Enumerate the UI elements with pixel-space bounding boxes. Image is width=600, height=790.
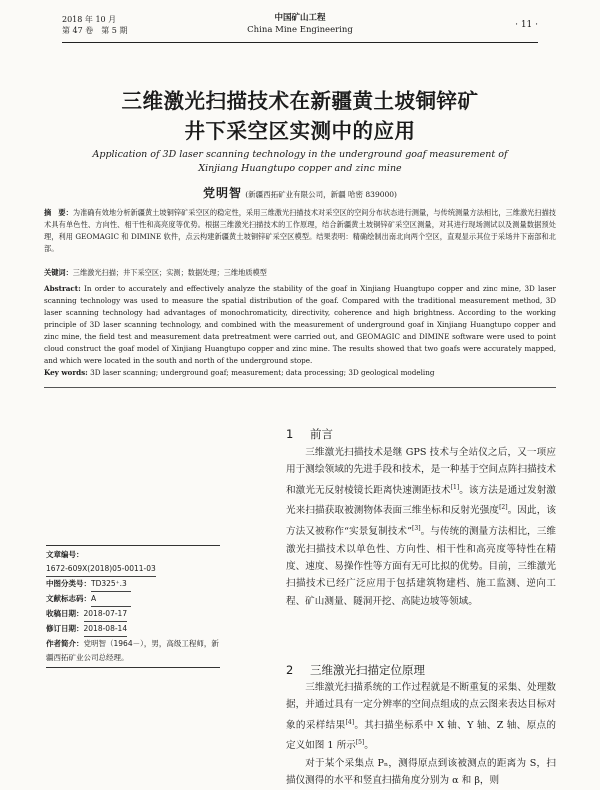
clc-label: 中图分类号： xyxy=(46,579,91,588)
citation-3: [3] xyxy=(412,525,421,532)
section-1-heading xyxy=(286,426,333,442)
section-1-number: 1 xyxy=(286,427,294,441)
keywords-en-label: Key words: xyxy=(44,368,88,377)
section-1-title: 前言 xyxy=(310,427,333,441)
section-2-number: 2 xyxy=(286,663,294,677)
abstract-cn-text: 为准确有效地分析新疆黄土坡铜锌矿采空区的稳定性，采用三维激光扫描技术对采空区的空间分布状态进行测量，与传统测量方法相比，三维激光扫描技术具有单色性、方向性、相干性和高亮度等优势。根据三维激光扫描技术的工作原理，结合新疆黄土坡铜锌矿采空区测量，对其进行现场测试以及测量数据预处理，利用 GEOMAGIC 和 DIMINE 软件，点云构建新疆黄土坡铜锌矿采空区模型。结果表明：精确绘制出南北向两个空区，直观显示其位于采场井下南部和北部。 xyxy=(44,208,556,253)
author-bio-label: 作者简介： xyxy=(46,639,84,648)
section-1-paragraph xyxy=(286,444,556,610)
journal-name xyxy=(200,12,400,36)
s2-text-c: 。 xyxy=(364,740,374,752)
s1-text-d: 。与传统的测量方法相比，三维激光扫描技术以单色性、方向性、相干性和高亮度等特性在精度、速度、易操作性等方面有无可比拟的优势。目前，三维激光扫描技术已经广泛应用于包括建筑物建档、施工监测、逆向工程、矿山测量、隧洞开挖、高陡边坡等领域。 xyxy=(286,526,557,607)
author-name: 党明智 xyxy=(203,186,243,200)
page-number: · 11 · xyxy=(515,20,538,30)
keywords-cn-text: 三维激光扫描；井下采空区；实测；数据处理；三维地质模型 xyxy=(72,268,267,277)
s1-text-c: 。因此，该方法又被称作“实景复制技术” xyxy=(286,505,557,538)
issue-volume: 第 47 卷 第 5 期 xyxy=(62,26,128,35)
author-affiliation: (新疆西拓矿业有限公司，新疆 哈密 839000) xyxy=(245,190,397,199)
received-value: 2018-07-17 xyxy=(84,607,128,622)
clc-row xyxy=(46,577,220,592)
citation-4: [4] xyxy=(345,718,355,726)
section-2-body xyxy=(286,679,556,790)
received-row xyxy=(46,607,220,622)
revised-label: 修订日期： xyxy=(46,624,84,633)
doc-id-row xyxy=(46,592,220,607)
abstract-cn xyxy=(44,207,556,255)
abstract-en-label: Abstract: xyxy=(44,284,81,293)
doc-code-value: 1672-609X(2018)05-0011-03 xyxy=(46,562,156,577)
info-box-top-rule xyxy=(46,545,220,546)
citation-1: [1] xyxy=(450,483,460,491)
issue-date: 2018 年 10 月 xyxy=(62,15,117,24)
title-line-2: 井下采空区实测中的应用 xyxy=(184,119,416,143)
section-1-body xyxy=(286,444,556,610)
keywords-en-text: 3D laser scanning; underground goaf; measurement; data processing; 3D geological modeling xyxy=(90,368,435,377)
revised-row xyxy=(46,622,220,637)
received-label: 收稿日期： xyxy=(46,609,84,618)
section-2-paragraph-2: 对于某个采集点 Pₙ，测得原点到该被测点的距离为 S，扫描仪测得的水平和竖直扫描角度分别为 α 和 β，则 xyxy=(286,758,556,787)
doc-id-value: A xyxy=(91,592,131,607)
doc-code-row xyxy=(46,548,220,562)
citation-2: [2] xyxy=(499,504,508,512)
clc-value: TD325⁺.3 xyxy=(91,577,131,592)
section-2-title: 三维激光扫描定位原理 xyxy=(310,663,425,677)
doc-code-label: 文章编号： xyxy=(46,550,84,559)
doc-code-value-row xyxy=(46,562,220,577)
abstract-divider xyxy=(44,387,556,388)
abstract-en-text: In order to accurately and effectively analyze the stability of the goaf in Xinjiang Huangtupo copper and zinc mine, 3D laser scanning technology was used to measure the spatial distribution of the goaf. Compared with the traditional measurement method, 3D laser scanning technology had advantages of monochromaticity, directivity, coherence and high brightness. According to the working principle of 3D laser scanning technology, and combined with the measurement of underground goaf in Xinjiang Huangtupo copper and zinc mine, the field test and measurement data pretreatment were carried out, and GEOMAGIC and DIMINE software were used to point cloud construct the goaf model of Xinjiang Huangtupo copper and zinc mine. The results showed that two goafs were accurately mapped, and which were located in the south and north of the underground stope. xyxy=(44,284,556,365)
author-bio-value: 党明智（1964－），男，高级工程师，新疆西拓矿业公司总经理。 xyxy=(46,639,219,662)
revised-value: 2018-08-14 xyxy=(84,622,128,637)
s1-text-b: 。该方法是通过发射激光来扫描获取被测物体表面三维坐标和反射光强度 xyxy=(286,485,557,517)
s1-text-a: 三维激光扫描技术是继 GPS 技术与全站仪之后，又一项应用于测绘领域的先进手段和技术，是一种基于空间点阵扫描技术和激光无反射棱镜长距离快速测距技术 xyxy=(286,447,556,496)
abstract-en xyxy=(44,283,556,367)
doc-id-label: 文献标志码： xyxy=(46,594,91,603)
s2-text-a: 三维激光扫描系统的工作过程就是不断重复的采集、处理数据，并通过具有一定分辨率的空间点组成的点云图来表达目标对象的采样结果 xyxy=(286,682,556,731)
en-title-line-2: Xinjiang Huangtupo copper and zinc mine xyxy=(198,163,402,174)
keywords-cn-label: 关键词： xyxy=(44,268,73,277)
title-line-1: 三维激光扫描技术在新疆黄土坡铜锌矿 xyxy=(121,89,479,113)
section-2-heading xyxy=(286,662,425,678)
issue-info xyxy=(62,14,127,36)
info-box-bottom-rule xyxy=(46,667,220,668)
keywords-cn xyxy=(44,267,556,279)
journal-name-cn: 中国矿山工程 xyxy=(274,13,326,23)
section-2-paragraph-1 xyxy=(286,679,556,755)
article-info-box xyxy=(46,545,220,668)
citation-5: [5] xyxy=(355,739,365,747)
s2-text-b: 。其扫描坐标系中 X 轴、Y 轴、Z 轴、原点的定义如图 1 所示 xyxy=(286,720,557,752)
en-title-line-1: Application of 3D laser scanning technology in the underground goaf measurement of xyxy=(92,149,508,160)
author-line xyxy=(0,184,600,201)
paper-title xyxy=(40,86,560,146)
abstract-cn-label: 摘 要： xyxy=(44,208,73,217)
header-rule xyxy=(62,42,538,43)
journal-name-en: China Mine Engineering xyxy=(247,25,353,35)
author-bio-row xyxy=(46,637,220,665)
keywords-en xyxy=(44,367,556,379)
english-title xyxy=(60,148,540,176)
